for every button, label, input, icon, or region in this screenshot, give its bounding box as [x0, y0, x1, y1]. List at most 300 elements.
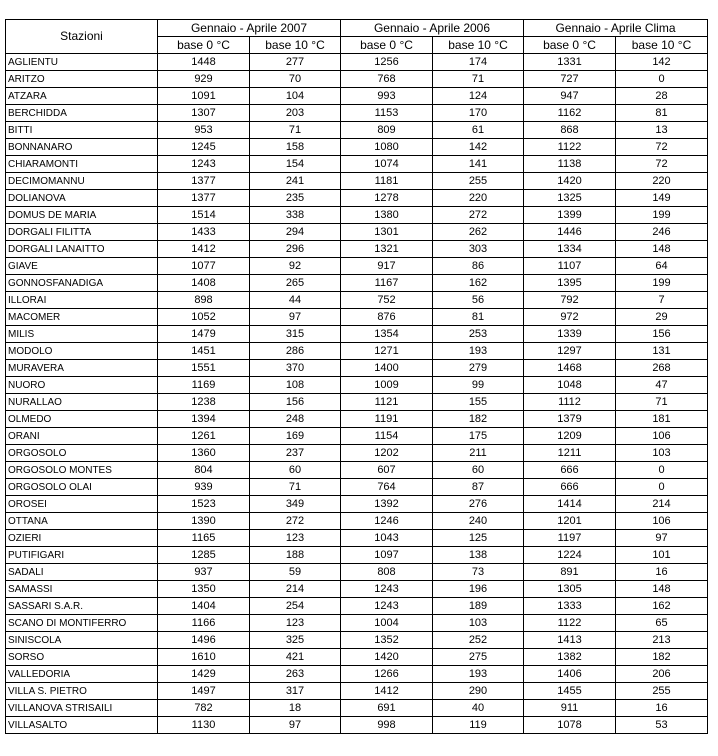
value-cell: 1392	[341, 496, 433, 513]
value-cell: 1181	[341, 173, 433, 190]
value-cell: 421	[250, 649, 341, 666]
value-cell: 13	[616, 122, 708, 139]
station-name: VILLANOVA STRISAILI	[6, 700, 158, 717]
table-row	[6, 717, 708, 734]
value-cell: 1091	[158, 88, 250, 105]
value-cell: 81	[616, 105, 708, 122]
table-row	[6, 360, 708, 377]
value-cell: 162	[616, 598, 708, 615]
station-name: AGLIENTU	[6, 54, 158, 71]
sub-header-base10: base 10 °C	[616, 37, 708, 54]
table-row	[6, 564, 708, 581]
station-name: ARITZO	[6, 71, 158, 88]
value-cell: 16	[616, 564, 708, 581]
value-cell: 325	[250, 632, 341, 649]
value-cell: 1352	[341, 632, 433, 649]
value-cell: 953	[158, 122, 250, 139]
table-row	[6, 224, 708, 241]
station-name: CHIARAMONTI	[6, 156, 158, 173]
value-cell: 255	[433, 173, 524, 190]
station-name: OZIERI	[6, 530, 158, 547]
value-cell: 1224	[524, 547, 616, 564]
value-cell: 220	[433, 190, 524, 207]
value-cell: 1130	[158, 717, 250, 734]
value-cell: 103	[433, 615, 524, 632]
header-row-groups	[6, 20, 708, 37]
value-cell: 59	[250, 564, 341, 581]
value-cell: 125	[433, 530, 524, 547]
value-cell: 876	[341, 309, 433, 326]
value-cell: 64	[616, 258, 708, 275]
table-row	[6, 326, 708, 343]
value-cell: 188	[250, 547, 341, 564]
station-name: MURAVERA	[6, 360, 158, 377]
value-cell: 246	[616, 224, 708, 241]
table-row	[6, 530, 708, 547]
table-row	[6, 275, 708, 292]
station-name: SASSARI S.A.R.	[6, 598, 158, 615]
value-cell: 1301	[341, 224, 433, 241]
value-cell: 917	[341, 258, 433, 275]
value-cell: 97	[616, 530, 708, 547]
value-cell: 71	[616, 394, 708, 411]
table-row	[6, 173, 708, 190]
value-cell: 929	[158, 71, 250, 88]
value-cell: 1112	[524, 394, 616, 411]
station-name: MACOMER	[6, 309, 158, 326]
value-cell: 1395	[524, 275, 616, 292]
table-row	[6, 445, 708, 462]
value-cell: 263	[250, 666, 341, 683]
value-cell: 106	[616, 513, 708, 530]
value-cell: 1377	[158, 173, 250, 190]
value-cell: 142	[433, 139, 524, 156]
value-cell: 56	[433, 292, 524, 309]
value-cell: 296	[250, 241, 341, 258]
station-name: GIAVE	[6, 258, 158, 275]
value-cell: 211	[433, 445, 524, 462]
value-cell: 99	[433, 377, 524, 394]
value-cell: 18	[250, 700, 341, 717]
value-cell: 1077	[158, 258, 250, 275]
value-cell: 1331	[524, 54, 616, 71]
station-name: BERCHIDDA	[6, 105, 158, 122]
station-name: PUTIFIGARI	[6, 547, 158, 564]
value-cell: 7	[616, 292, 708, 309]
table-row	[6, 309, 708, 326]
value-cell: 131	[616, 343, 708, 360]
value-cell: 272	[250, 513, 341, 530]
table-row	[6, 88, 708, 105]
value-cell: 1153	[341, 105, 433, 122]
value-cell: 1497	[158, 683, 250, 700]
table-row	[6, 139, 708, 156]
value-cell: 268	[616, 360, 708, 377]
table-row	[6, 54, 708, 71]
value-cell: 808	[341, 564, 433, 581]
value-cell: 142	[616, 54, 708, 71]
table-row	[6, 598, 708, 615]
station-name: ATZARA	[6, 88, 158, 105]
value-cell: 349	[250, 496, 341, 513]
value-cell: 1321	[341, 241, 433, 258]
value-cell: 65	[616, 615, 708, 632]
station-name: DECIMOMANNU	[6, 173, 158, 190]
value-cell: 61	[433, 122, 524, 139]
table-row	[6, 649, 708, 666]
value-cell: 1271	[341, 343, 433, 360]
value-cell: 1078	[524, 717, 616, 734]
value-cell: 169	[250, 428, 341, 445]
value-cell: 156	[616, 326, 708, 343]
value-cell: 1202	[341, 445, 433, 462]
value-cell: 60	[433, 462, 524, 479]
value-cell: 1379	[524, 411, 616, 428]
value-cell: 1243	[341, 598, 433, 615]
value-cell: 1514	[158, 207, 250, 224]
value-cell: 1009	[341, 377, 433, 394]
value-cell: 279	[433, 360, 524, 377]
table-row	[6, 700, 708, 717]
value-cell: 1446	[524, 224, 616, 241]
value-cell: 937	[158, 564, 250, 581]
station-name: BITTI	[6, 122, 158, 139]
value-cell: 199	[616, 207, 708, 224]
value-cell: 241	[250, 173, 341, 190]
table-row	[6, 241, 708, 258]
value-cell: 1334	[524, 241, 616, 258]
value-cell: 1138	[524, 156, 616, 173]
value-cell: 148	[616, 241, 708, 258]
value-cell: 993	[341, 88, 433, 105]
value-cell: 1390	[158, 513, 250, 530]
value-cell: 108	[250, 377, 341, 394]
station-name: VALLEDORIA	[6, 666, 158, 683]
station-name: OTTANA	[6, 513, 158, 530]
value-cell: 138	[433, 547, 524, 564]
value-cell: 972	[524, 309, 616, 326]
table-row	[6, 479, 708, 496]
station-name: GONNOSFANADIGA	[6, 275, 158, 292]
value-cell: 175	[433, 428, 524, 445]
value-cell: 1307	[158, 105, 250, 122]
value-cell: 1413	[524, 632, 616, 649]
value-cell: 189	[433, 598, 524, 615]
value-cell: 71	[433, 71, 524, 88]
value-cell: 123	[250, 615, 341, 632]
value-cell: 255	[616, 683, 708, 700]
value-cell: 666	[524, 479, 616, 496]
table-row	[6, 547, 708, 564]
value-cell: 1408	[158, 275, 250, 292]
value-cell: 1394	[158, 411, 250, 428]
table-row	[6, 428, 708, 445]
value-cell: 338	[250, 207, 341, 224]
value-cell: 1256	[341, 54, 433, 71]
value-cell: 220	[616, 173, 708, 190]
value-cell: 1246	[341, 513, 433, 530]
value-cell: 81	[433, 309, 524, 326]
value-cell: 174	[433, 54, 524, 71]
value-cell: 1004	[341, 615, 433, 632]
table-row	[6, 156, 708, 173]
value-cell: 1551	[158, 360, 250, 377]
value-cell: 162	[433, 275, 524, 292]
value-cell: 1266	[341, 666, 433, 683]
value-cell: 1333	[524, 598, 616, 615]
value-cell: 1261	[158, 428, 250, 445]
value-cell: 28	[616, 88, 708, 105]
table-row	[6, 343, 708, 360]
value-cell: 782	[158, 700, 250, 717]
value-cell: 155	[433, 394, 524, 411]
value-cell: 1209	[524, 428, 616, 445]
group-header-2007: Gennaio - Aprile 2007	[158, 20, 341, 37]
value-cell: 240	[433, 513, 524, 530]
station-name: OLMEDO	[6, 411, 158, 428]
value-cell: 156	[250, 394, 341, 411]
station-name: DOLIANOVA	[6, 190, 158, 207]
value-cell: 1468	[524, 360, 616, 377]
value-cell: 1433	[158, 224, 250, 241]
value-cell: 0	[616, 479, 708, 496]
value-cell: 1169	[158, 377, 250, 394]
stations-header: Stazioni	[6, 20, 158, 54]
value-cell: 1420	[341, 649, 433, 666]
value-cell: 1243	[341, 581, 433, 598]
value-cell: 199	[616, 275, 708, 292]
value-cell: 1354	[341, 326, 433, 343]
value-cell: 939	[158, 479, 250, 496]
station-name: SAMASSI	[6, 581, 158, 598]
value-cell: 1074	[341, 156, 433, 173]
value-cell: 1201	[524, 513, 616, 530]
value-cell: 286	[250, 343, 341, 360]
value-cell: 666	[524, 462, 616, 479]
value-cell: 92	[250, 258, 341, 275]
value-cell: 1154	[341, 428, 433, 445]
value-cell: 1197	[524, 530, 616, 547]
value-cell: 1191	[341, 411, 433, 428]
value-cell: 272	[433, 207, 524, 224]
value-cell: 60	[250, 462, 341, 479]
value-cell: 290	[433, 683, 524, 700]
value-cell: 691	[341, 700, 433, 717]
value-cell: 203	[250, 105, 341, 122]
table-row	[6, 207, 708, 224]
sub-header-base0: base 0 °C	[524, 37, 616, 54]
value-cell: 607	[341, 462, 433, 479]
value-cell: 1048	[524, 377, 616, 394]
value-cell: 727	[524, 71, 616, 88]
table-row	[6, 581, 708, 598]
value-cell: 1285	[158, 547, 250, 564]
value-cell: 1523	[158, 496, 250, 513]
value-cell: 947	[524, 88, 616, 105]
value-cell: 72	[616, 139, 708, 156]
value-cell: 16	[616, 700, 708, 717]
value-cell: 1325	[524, 190, 616, 207]
value-cell: 1339	[524, 326, 616, 343]
table-row	[6, 632, 708, 649]
value-cell: 764	[341, 479, 433, 496]
value-cell: 141	[433, 156, 524, 173]
value-cell: 768	[341, 71, 433, 88]
value-cell: 1412	[158, 241, 250, 258]
value-cell: 1052	[158, 309, 250, 326]
value-cell: 71	[250, 122, 341, 139]
value-cell: 182	[433, 411, 524, 428]
value-cell: 1305	[524, 581, 616, 598]
table-row	[6, 683, 708, 700]
degree-days-table	[5, 19, 708, 734]
value-cell: 1278	[341, 190, 433, 207]
value-cell: 0	[616, 71, 708, 88]
value-cell: 370	[250, 360, 341, 377]
station-name: NUORO	[6, 377, 158, 394]
value-cell: 1404	[158, 598, 250, 615]
value-cell: 1167	[341, 275, 433, 292]
value-cell: 1479	[158, 326, 250, 343]
value-cell: 206	[616, 666, 708, 683]
value-cell: 47	[616, 377, 708, 394]
value-cell: 119	[433, 717, 524, 734]
sub-header-base10: base 10 °C	[433, 37, 524, 54]
station-name: SINISCOLA	[6, 632, 158, 649]
value-cell: 1166	[158, 615, 250, 632]
value-cell: 97	[250, 309, 341, 326]
value-cell: 123	[250, 530, 341, 547]
value-cell: 1429	[158, 666, 250, 683]
station-name: DOMUS DE MARIA	[6, 207, 158, 224]
value-cell: 1414	[524, 496, 616, 513]
value-cell: 70	[250, 71, 341, 88]
station-name: NURALLAO	[6, 394, 158, 411]
value-cell: 103	[616, 445, 708, 462]
value-cell: 265	[250, 275, 341, 292]
value-cell: 1350	[158, 581, 250, 598]
value-cell: 181	[616, 411, 708, 428]
value-cell: 148	[616, 581, 708, 598]
value-cell: 248	[250, 411, 341, 428]
value-cell: 87	[433, 479, 524, 496]
sub-header-base0: base 0 °C	[158, 37, 250, 54]
value-cell: 170	[433, 105, 524, 122]
value-cell: 1399	[524, 207, 616, 224]
station-name: OROSEI	[6, 496, 158, 513]
value-cell: 1610	[158, 649, 250, 666]
value-cell: 804	[158, 462, 250, 479]
value-cell: 898	[158, 292, 250, 309]
table-row	[6, 394, 708, 411]
station-name: ILLORAI	[6, 292, 158, 309]
station-name: SADALI	[6, 564, 158, 581]
value-cell: 44	[250, 292, 341, 309]
station-name: MODOLO	[6, 343, 158, 360]
station-name: ORGOSOLO MONTES	[6, 462, 158, 479]
station-name: DORGALI FILITTA	[6, 224, 158, 241]
value-cell: 1448	[158, 54, 250, 71]
value-cell: 158	[250, 139, 341, 156]
value-cell: 214	[616, 496, 708, 513]
group-header-clima: Gennaio - Aprile Clima	[524, 20, 708, 37]
value-cell: 1122	[524, 139, 616, 156]
table-header	[6, 20, 708, 54]
value-cell: 40	[433, 700, 524, 717]
value-cell: 253	[433, 326, 524, 343]
station-name: SORSO	[6, 649, 158, 666]
value-cell: 276	[433, 496, 524, 513]
value-cell: 1245	[158, 139, 250, 156]
table-row	[6, 462, 708, 479]
table-row	[6, 411, 708, 428]
group-header-2006: Gennaio - Aprile 2006	[341, 20, 524, 37]
value-cell: 1400	[341, 360, 433, 377]
value-cell: 317	[250, 683, 341, 700]
station-name: SCANO DI MONTIFERRO	[6, 615, 158, 632]
value-cell: 1043	[341, 530, 433, 547]
value-cell: 1377	[158, 190, 250, 207]
table-row	[6, 496, 708, 513]
value-cell: 1121	[341, 394, 433, 411]
station-name: ORANI	[6, 428, 158, 445]
station-name: MILIS	[6, 326, 158, 343]
table-row	[6, 513, 708, 530]
table-row	[6, 377, 708, 394]
value-cell: 196	[433, 581, 524, 598]
value-cell: 104	[250, 88, 341, 105]
sub-header-base10: base 10 °C	[250, 37, 341, 54]
value-cell: 752	[341, 292, 433, 309]
degree-days-table-container	[5, 19, 707, 734]
value-cell: 998	[341, 717, 433, 734]
value-cell: 911	[524, 700, 616, 717]
value-cell: 0	[616, 462, 708, 479]
value-cell: 868	[524, 122, 616, 139]
value-cell: 213	[616, 632, 708, 649]
station-name: VILLASALTO	[6, 717, 158, 734]
value-cell: 1360	[158, 445, 250, 462]
value-cell: 124	[433, 88, 524, 105]
value-cell: 97	[250, 717, 341, 734]
station-name: DORGALI LANAITTO	[6, 241, 158, 258]
value-cell: 72	[616, 156, 708, 173]
value-cell: 214	[250, 581, 341, 598]
value-cell: 294	[250, 224, 341, 241]
value-cell: 1380	[341, 207, 433, 224]
value-cell: 235	[250, 190, 341, 207]
value-cell: 182	[616, 649, 708, 666]
value-cell: 1122	[524, 615, 616, 632]
value-cell: 193	[433, 343, 524, 360]
station-name: ORGOSOLO	[6, 445, 158, 462]
value-cell: 1107	[524, 258, 616, 275]
value-cell: 262	[433, 224, 524, 241]
value-cell: 1382	[524, 649, 616, 666]
value-cell: 149	[616, 190, 708, 207]
station-name: VILLA S. PIETRO	[6, 683, 158, 700]
table-row	[6, 190, 708, 207]
value-cell: 154	[250, 156, 341, 173]
value-cell: 237	[250, 445, 341, 462]
value-cell: 1165	[158, 530, 250, 547]
table-row	[6, 122, 708, 139]
table-row	[6, 258, 708, 275]
table-row	[6, 615, 708, 632]
value-cell: 1238	[158, 394, 250, 411]
value-cell: 315	[250, 326, 341, 343]
value-cell: 1162	[524, 105, 616, 122]
